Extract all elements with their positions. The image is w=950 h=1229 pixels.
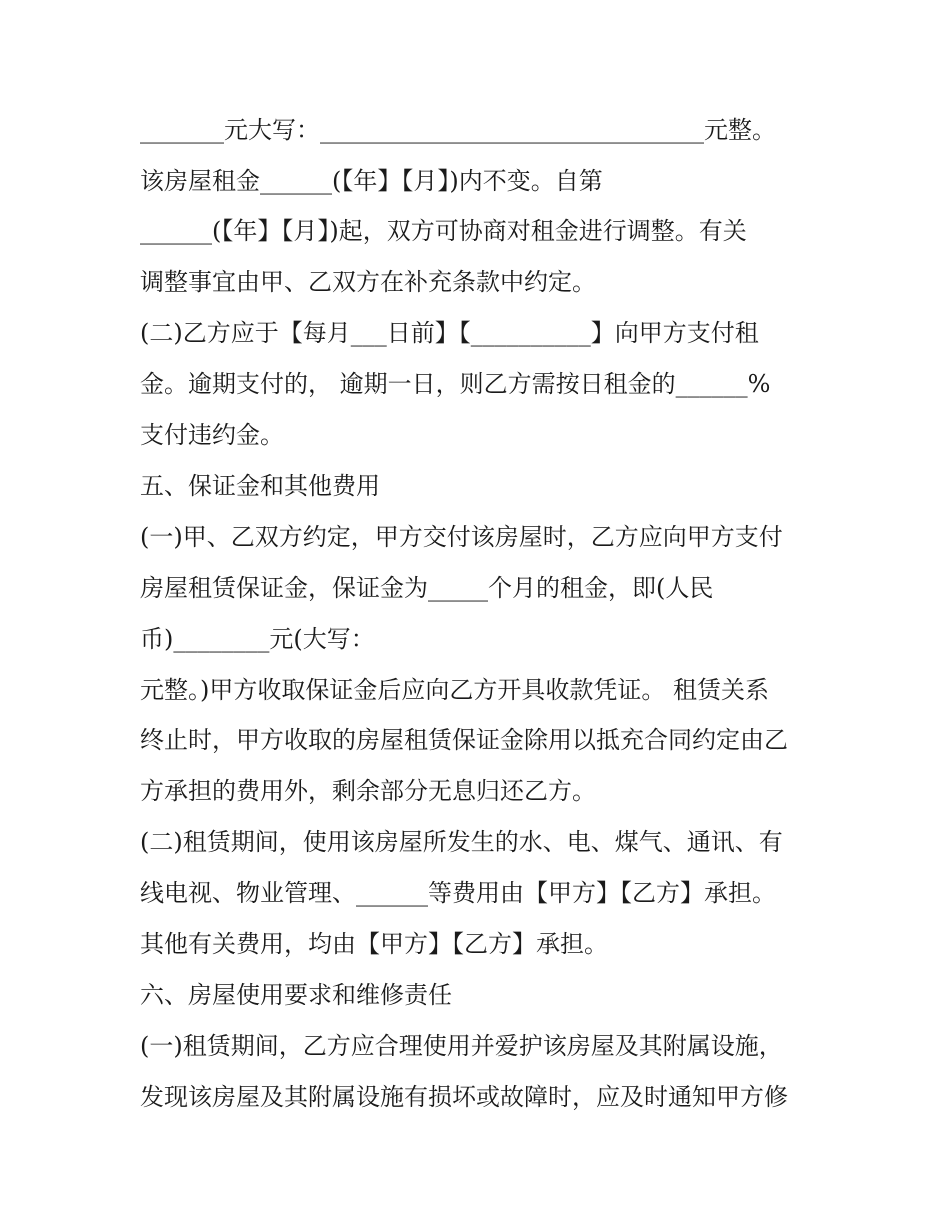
text-line-deposit-return: 终止时，甲方收取的房屋租赁保证金除用以抵充合同约定由乙 [140,726,788,754]
text-line-penalty: 支付违约金。 [140,421,284,449]
text-line-deposit-receipt: 元整。)甲方收取保证金后应向乙方开具收款凭证。 租赁关系 [140,676,769,704]
text-line-damage-notice: 发现该房屋及其附属设施有损坏或故障时，应及时通知甲方修 [140,1083,788,1111]
text-line-clause-1-proper-use: (一)租赁期间，乙方应合理使用并爱护该房屋及其附属设施， [140,1032,783,1060]
text-line-deposit-balance: 方承担的费用外，剩余部分无息归还乙方。 [140,777,596,805]
text-line-clause-1-deposit: (一)甲、乙双方约定，甲方交付该房屋时，乙方应向甲方支付 [140,523,783,551]
text-line-deposit-amount: 币)________元(大写： [140,625,375,653]
text-line-clause-2-payment-date: (二)乙方应于【每月___日前】【__________】向甲方支付租 [140,319,759,347]
text-line-rent-adjustment: ______(【年】【月】)起，双方可协商对租金进行调整。有关 [140,217,747,245]
text-line-rent-unchanged: 该房屋租金______(【年】【月】)内不变。自第 [140,167,603,195]
text-line-clause-2-utilities: (二)租赁期间，使用该房屋所发生的水、电、煤气、通讯、有 [140,828,783,856]
section-heading-deposit-and-fees: 五、保证金和其他费用 [140,472,380,500]
section-heading-use-and-repair: 六、房屋使用要求和维修责任 [140,981,452,1009]
text-line-other-fees: 其他有关费用，均由【甲方】【乙方】承担。 [140,930,608,958]
text-line-deposit-months: 房屋租赁保证金，保证金为_____个月的租金，即(人民 [140,574,714,602]
text-line-supplementary-terms: 调整事宜由甲、乙双方在补充条款中约定。 [140,268,596,296]
text-line-rent-amount-uppercase: _______元大写：________________________________元整。 [140,116,776,144]
text-line-late-payment: 金。逾期支付的， 逾期一日，则乙方需按日租金的______% [140,370,771,398]
text-line-utilities-bearer: 线电视、物业管理、______等费用由【甲方】【乙方】承担。 [140,879,776,907]
